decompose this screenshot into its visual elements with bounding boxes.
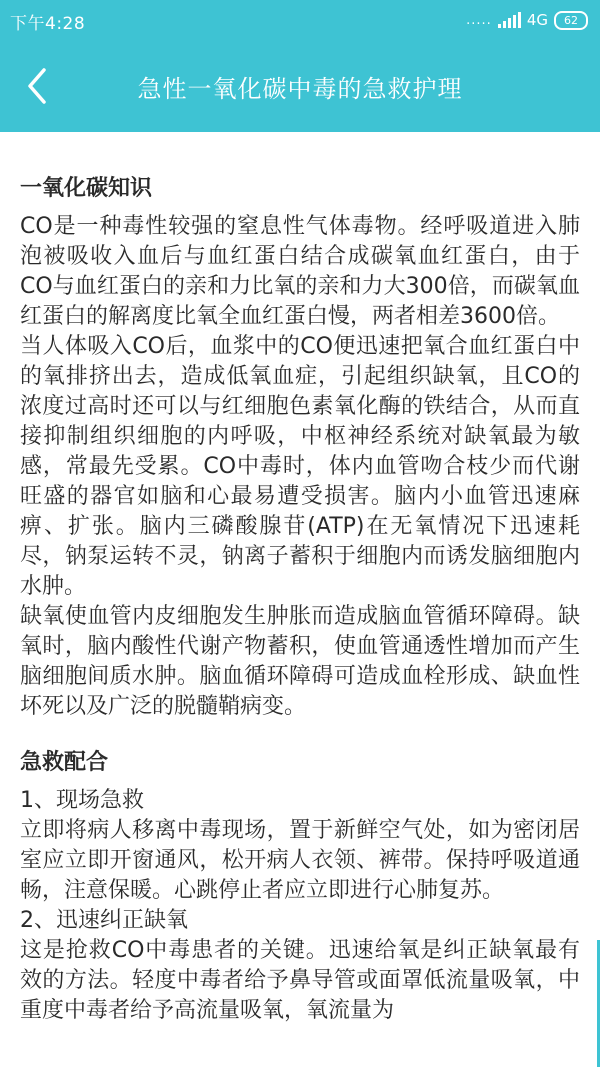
status-icons xyxy=(466,9,588,31)
paragraph: 缺氧使血管内皮细胞发生肿胀而造成脑血管循环障碍。缺氧时，脑内酸性代谢产物蓄积，使血管通透性增加而产生脑细胞间质水肿。脑血循环障碍可造成血栓形成、缺血性坏死以及广泛的脱髓鞘病变。 xyxy=(20,604,580,719)
battery-icon xyxy=(554,11,588,30)
battery-level: 62 xyxy=(564,13,578,27)
subheading: 2、迅速纠正缺氧 xyxy=(20,908,188,933)
network-type: 4G xyxy=(526,11,548,29)
signal-icon xyxy=(498,12,521,28)
paragraph: 立即将病人移离中毒现场，置于新鲜空气处，如为密闭居室应立即开窗通风，松开病人衣领、裤带。保持呼吸道通畅，注意保暖。心跳停止者应立即进行心肺复苏。 xyxy=(20,818,580,903)
notification-dots-icon: ..... xyxy=(466,12,492,28)
paragraph: CO是一种毒性较强的窒息性气体毒物。经呼吸道进入肺泡被吸收入血后与血红蛋白结合成碳氧血红蛋白，由于CO与血红蛋白的亲和力比氧的亲和力大300倍，而碳氧血红蛋白的解离度比氧全血红蛋白慢，两者相差3600倍。 xyxy=(20,214,580,329)
section-heading: 一氧化碳知识 xyxy=(20,176,153,201)
app-header xyxy=(0,42,600,132)
paragraph: 这是抢救CO中毒患者的关键。迅速给氧是纠正缺氧最有效的方法。轻度中毒者给予鼻导管或面罩低流量吸氧，中重度中毒者给予高流量吸氧，氧流量为 xyxy=(20,938,580,1023)
status-bar xyxy=(0,0,600,42)
article-content[interactable] xyxy=(0,132,600,1067)
paragraph: 当人体吸入CO后，血浆中的CO便迅速把氧合血红蛋白中的氧排挤出去，造成低氧血症，引起组织缺氧，且CO的浓度过高时还可以与红细胞色素氧化酶的铁结合，从而直接抑制组织细胞的内呼吸，中枢神经系统对缺氧最为敏感，常最先受累。CO中毒时，体内血管吻合枝少而代谢旺盛的器官如脑和心最易遭受损害。脑内小血管迅速麻痹、扩张。脑内三磷酸腺苷(ATP)在无氧情况下迅速耗尽，钠泵运转不灵，钠离子蓄积于细胞内而诱发脑细胞内水肿。 xyxy=(20,334,580,599)
page-title: 急性一氧化碳中毒的急救护理 xyxy=(137,75,463,103)
status-time: 下午4:28 xyxy=(10,14,86,34)
section-heading: 急救配合 xyxy=(20,750,109,775)
article-body xyxy=(0,132,600,1026)
subheading: 1、现场急救 xyxy=(20,788,144,813)
